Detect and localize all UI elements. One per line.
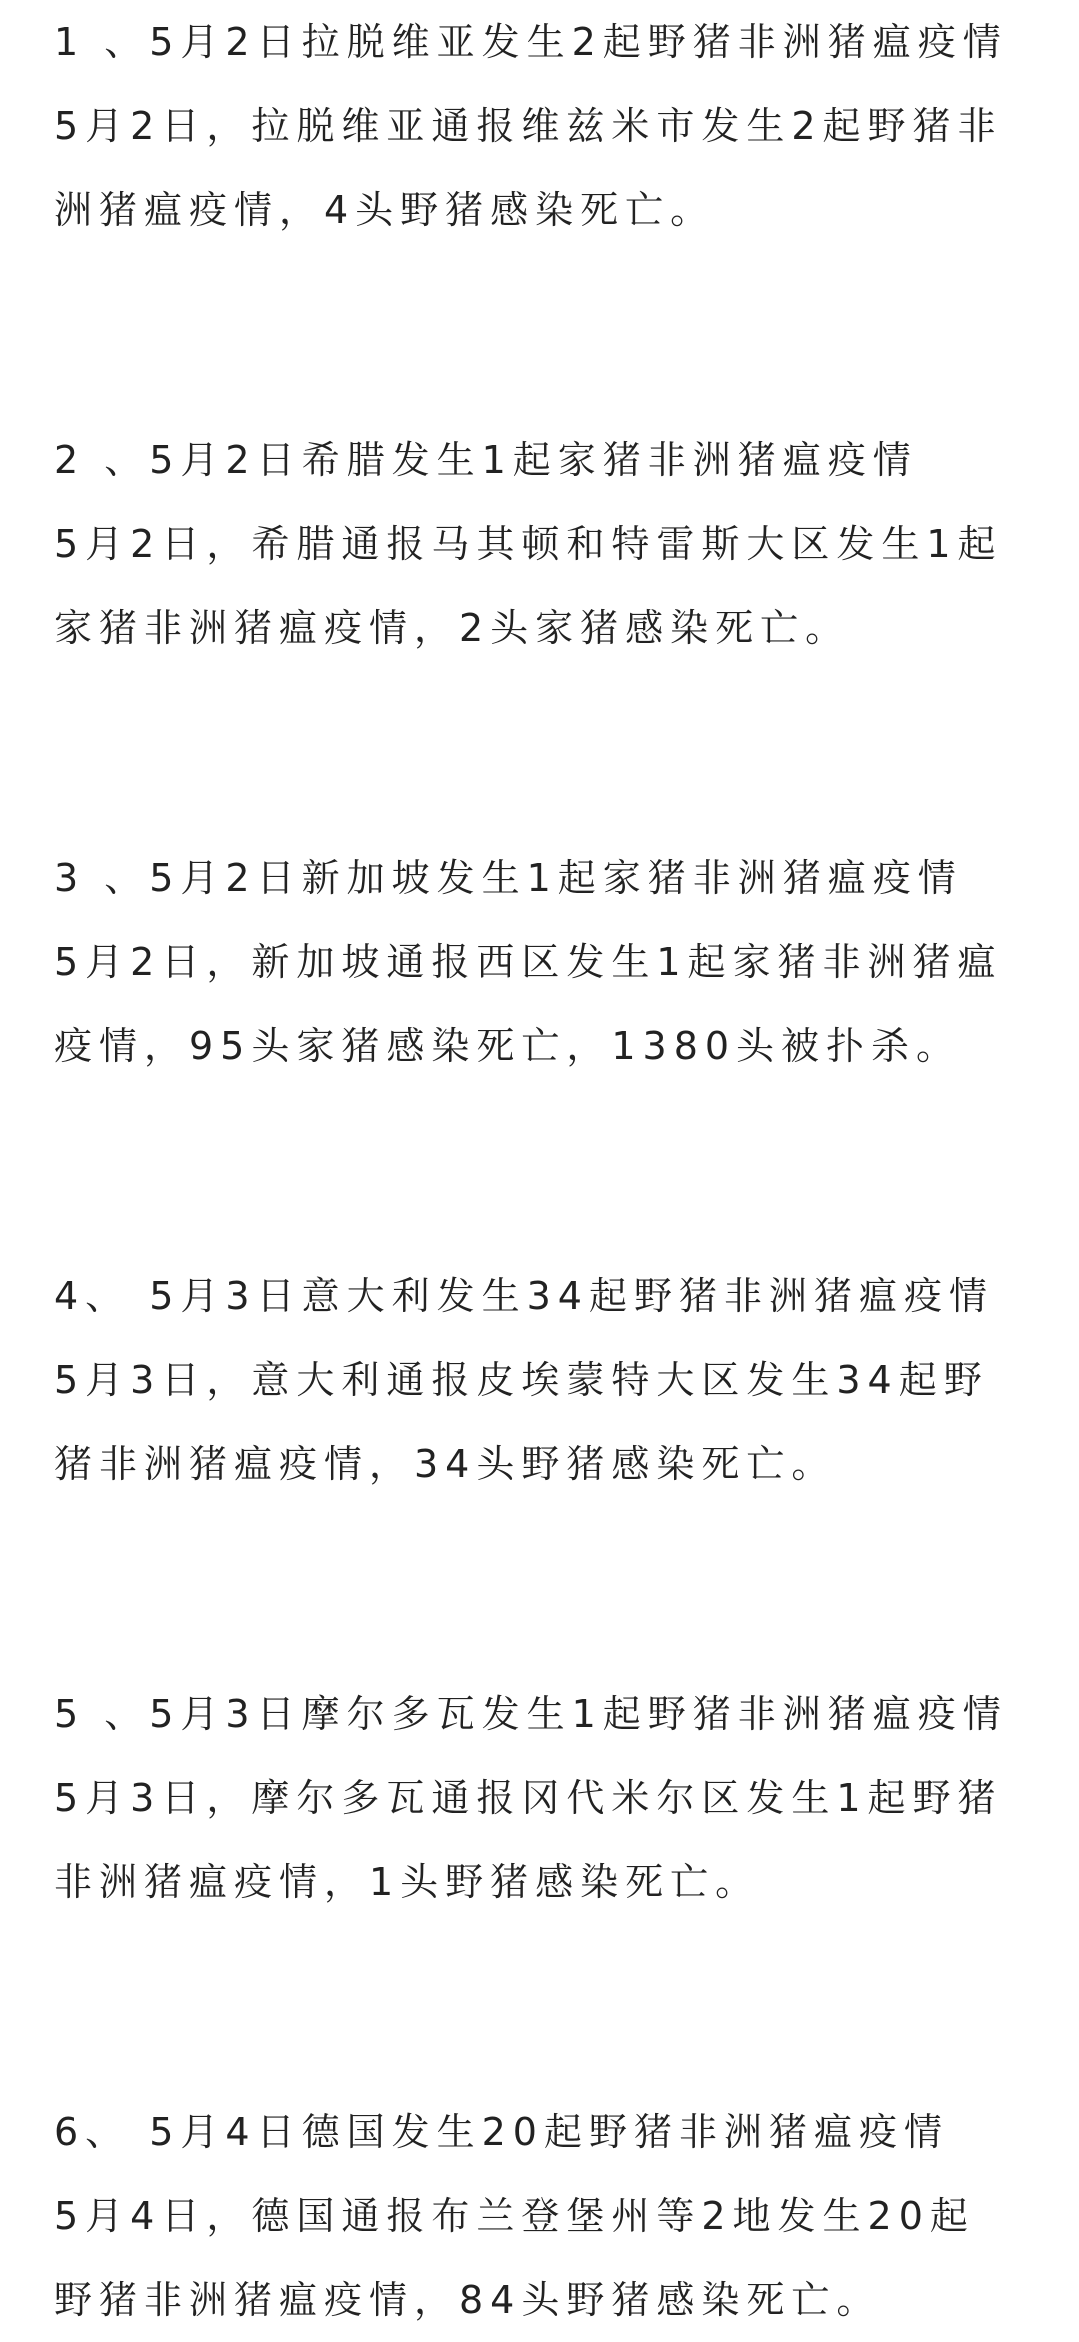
news-item-4 — [54, 1254, 1054, 1506]
paragraph-spacer — [54, 1506, 1054, 1672]
news-item-body-line: 5月3日，意大利通报皮埃蒙特大区发生34起野 — [54, 1358, 989, 1402]
paragraph-spacer — [54, 1924, 1054, 2090]
news-item-body-line: 洲猪瘟疫情，4头野猪感染死亡。 — [54, 188, 716, 232]
news-item-body-line: 非洲猪瘟疫情，1头野猪感染死亡。 — [54, 1860, 761, 1904]
news-item-5 — [54, 1672, 1054, 1924]
news-item-title: 2 、5月2日希腊发生1起家猪非洲猪瘟疫情 — [54, 438, 918, 482]
news-item-3 — [54, 836, 1054, 1088]
news-item-body-line: 野猪非洲猪瘟疫情，84头野猪感染死亡。 — [54, 2278, 882, 2322]
news-item-title: 5 、5月3日摩尔多瓦发生1起野猪非洲猪瘟疫情 — [54, 1692, 1008, 1736]
news-item-body-line: 猪非洲猪瘟疫情，34头野猪感染死亡。 — [54, 1442, 837, 1486]
news-item-body-line: 疫情，95头家猪感染死亡，1380头被扑杀。 — [54, 1024, 962, 1068]
news-item-body-line: 5月2日，新加坡通报西区发生1起家猪非洲猪瘟 — [54, 940, 1003, 984]
news-item-2 — [54, 418, 1054, 670]
paragraph-spacer — [54, 670, 1054, 836]
news-item-title: 3 、5月2日新加坡发生1起家猪非洲猪瘟疫情 — [54, 856, 963, 900]
news-item-6 — [54, 2090, 1054, 2342]
news-item-1 — [54, 0, 1054, 252]
news-item-body-line: 5月4日，德国通报布兰登堡州等2地发生20起 — [54, 2194, 975, 2238]
news-item-body-line: 5月3日，摩尔多瓦通报冈代米尔区发生1起野猪 — [54, 1776, 1003, 1820]
news-item-body-line: 5月2日，希腊通报马其顿和特雷斯大区发生1起 — [54, 522, 1003, 566]
paragraph-spacer — [54, 252, 1054, 418]
news-item-body-line: 5月2日，拉脱维亚通报维兹米市发生2起野猪非 — [54, 104, 1003, 148]
news-item-title: 1 、5月2日拉脱维亚发生2起野猪非洲猪瘟疫情 — [54, 20, 1008, 64]
article-body — [54, 0, 1054, 2342]
news-item-body-line: 家猪非洲猪瘟疫情，2头家猪感染死亡。 — [54, 606, 851, 650]
paragraph-spacer — [54, 1088, 1054, 1254]
news-item-title: 6、 5月4日德国发生20起野猪非洲猪瘟疫情 — [54, 2110, 949, 2154]
news-item-title: 4、 5月3日意大利发生34起野猪非洲猪瘟疫情 — [54, 1274, 994, 1318]
